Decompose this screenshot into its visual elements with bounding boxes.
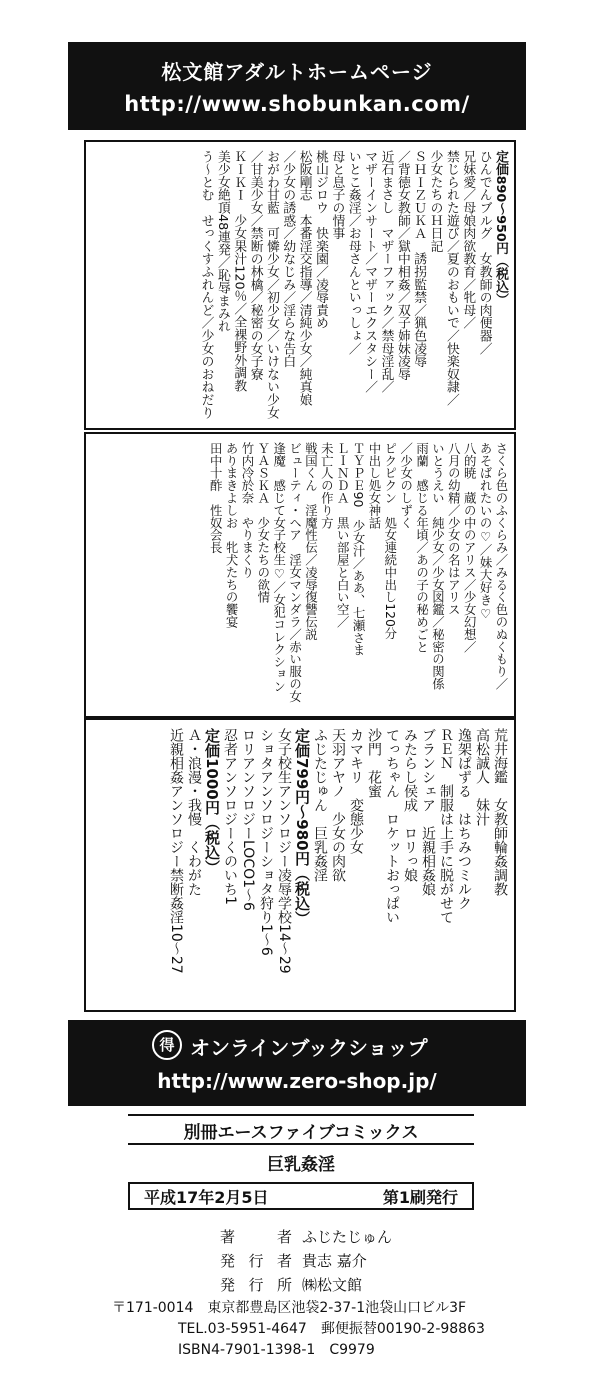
catalog-columns-3 [92, 728, 508, 1002]
catalog-entry: ＴＹＰＥ90 少女汁／ああ、七瀬さま [351, 442, 367, 657]
catalog-entry: 美少女絶頂48連発／恥辱まみれ [214, 150, 230, 333]
online-shop-url[interactable]: http://www.zero-shop.jp/ [157, 1069, 437, 1093]
isbn-code: ISBN4-7901-1398-1 C9979 [178, 1342, 375, 1358]
catalog-entry: 近親相姦アンソロジー禁断姦淫10〜27 [168, 728, 184, 974]
catalog-entry: みたらし侯成 ロリっ娘 [402, 728, 418, 882]
toku-logo-icon: 得 [152, 1030, 182, 1060]
catalog-entry: 母と息子の情事 [329, 150, 345, 240]
catalog-entry: 雨蘭 感じる年頃／あの子の秘めごと [414, 442, 430, 653]
catalog-entry: 桃山ジロウ 快楽園／凌辱責め [313, 150, 329, 330]
printing-edition: 第1刷発行 [382, 1187, 458, 1207]
catalog-box-3 [84, 718, 516, 1012]
catalog-entry: ＬＩＮＤＡ 黒い部屋と白い空／ [335, 442, 351, 628]
catalog-entry: あそばれたいの♡／妹大好き♡ [478, 442, 494, 621]
publisher-homepage-banner [68, 42, 526, 130]
catalog-entry: ビューティ・ヘア 淫女マンダラ／赤い服の女 [287, 442, 303, 703]
homepage-title: 松文館アダルトホームページ [161, 60, 433, 84]
catalog-entry: 女子校生アンソロジー凌辱学校14〜29 [276, 728, 292, 974]
catalog-entry: Ａ・浪漫・我慢 くわがた [186, 728, 202, 896]
online-shop-title: オンラインブックショップ [190, 1036, 428, 1060]
author-name: ふじたじゅん [302, 1228, 393, 1246]
divider-top [128, 1114, 474, 1116]
catalog-entry: ／少女の誘惑／幼なじみ／淫らな告白 [280, 150, 296, 368]
author-label: 著者 [220, 1228, 292, 1246]
catalog-entry: 定価1000円（税込） [203, 728, 221, 875]
catalog-box-2 [84, 432, 516, 718]
catalog-entry: 八月の幼精／少女の名はアリス [446, 442, 462, 616]
publisher-name: ㈱松文館 [302, 1276, 363, 1294]
publisher-label: 発行所 [220, 1276, 292, 1294]
catalog-entry: ＲＥＮ 制服は上手に脱がせて [438, 728, 454, 924]
catalog-entry: ショタアンソロジーショタ狩り1〜6 [258, 728, 274, 956]
catalog-entry: 天羽アヤノ 少女の肉欲 [330, 728, 346, 882]
catalog-entry: てっちゃん ロケットおっぱい [384, 728, 400, 924]
catalog-entry: ありまきよしお 牝犬たちの饗宴 [224, 442, 240, 628]
catalog-columns-1 [92, 150, 508, 420]
catalog-entry: おがわ甘藍 可憐少女／初少女／いけない少女 [263, 150, 279, 419]
publication-date-box [128, 1182, 474, 1210]
catalog-entry: ロリアンソロジーLOCO1〜6 [240, 728, 256, 911]
catalog-entry: 未亡人の作り方 [319, 442, 335, 529]
catalog-entry: いとこ姦淫／お母さんといっしょ／ [345, 150, 361, 355]
catalog-entry: ひんでんブルグ 女教師の肉便器／ [476, 150, 492, 355]
issuer-credit [220, 1250, 367, 1271]
catalog-entry: 少女たちのＨ日記 [427, 150, 443, 253]
catalog-entry: 松阪剛志 本番淫交指導／清純少女／純真娘 [296, 150, 312, 406]
catalog-entry: 沙門 花蜜 [366, 728, 382, 798]
catalog-entry: 竹内冷於奈 やりまくり [240, 442, 255, 579]
catalog-entry: う〜とむ せっくすふれんど／少女のおねだり [198, 150, 214, 419]
catalog-entry: ／背徳女教師／獄中相姦／双子姉妹凌辱 [394, 150, 410, 381]
catalog-entry: 八的暁 蔵の中のアリス／少女幻想／ [462, 442, 478, 653]
divider-mid [128, 1143, 474, 1145]
catalog-entry: ふじたじゅん 巨乳姦淫 [312, 728, 328, 882]
catalog-entry: 定価799円〜980円（税込） [293, 728, 311, 926]
catalog-entry: 定価890〜950円（税込） [493, 150, 508, 306]
catalog-entry: カマキリ 変態少女 [348, 728, 364, 854]
catalog-entry: 荒井海鑑 女教師輪姦調教 [492, 728, 508, 896]
issuer-label: 発行者 [220, 1252, 292, 1270]
catalog-entry: ／少女のしずく [398, 442, 414, 529]
catalog-entry: ＹＡＳＫＡ 少女たちの欲情 [255, 442, 271, 604]
book-title: 巨乳姦淫 [267, 1155, 335, 1175]
issuer-name: 貴志 嘉介 [302, 1252, 367, 1270]
catalog-entry: 田中十酢 性奴会長 [208, 442, 224, 554]
catalog-entry: ＳＨＩＺＵＫＡ 誘拐監禁／猟色凌辱 [411, 150, 427, 368]
catalog-box-1 [84, 140, 516, 430]
catalog-entry: 近石まさし マザーファック／禁母淫乱／ [378, 150, 394, 394]
catalog-columns-2 [92, 442, 508, 708]
homepage-url[interactable]: http://www.shobunkan.com/ [124, 92, 470, 116]
catalog-entry: 逢魔 感じて女子校生♡／女犯コレクション [271, 442, 287, 693]
catalog-entry: 戦国くん 淫魔性伝／凌辱復讐伝説 [303, 442, 319, 641]
catalog-entry: いとうえい 純少女／少女図鑑／秘密の関係 [430, 442, 446, 690]
catalog-entry: ブランシェア 近親相姦娘 [420, 728, 436, 896]
publisher-phone: TEL.03-5951-4647 郵便振替00190-2-98863 [178, 1321, 485, 1337]
catalog-entry: 逸架ぱずる はちみつミルク [456, 728, 472, 910]
publisher-credit [220, 1274, 362, 1295]
catalog-entry: ピクピクン 処女連続中出し120分 [382, 442, 398, 640]
author-credit [220, 1226, 392, 1247]
online-bookshop-banner [68, 1020, 526, 1106]
catalog-entry: さくら色のふくらみ／みるく色のぬくもり／ [494, 442, 509, 690]
catalog-entry: ＫＩＫＩ 少女果汁120％／全裸野外調教 [231, 150, 247, 393]
catalog-entry: ／甘美少女／禁断の林檎／秘密の女子寮 [247, 150, 263, 381]
catalog-entry: 忍者アンソロジーくのいち1 [222, 728, 238, 905]
catalog-entry: 禁じられた遊び／夏のおもいで／快楽奴隷／ [443, 150, 459, 406]
catalog-entry: 高松誠人 妹汁 [474, 728, 490, 826]
catalog-entry: マザーインサート／マザーエクスタシー／ [362, 150, 378, 394]
series-name: 別冊エースファイブコミックス [183, 1123, 419, 1143]
publication-date: 平成17年2月5日 [144, 1187, 269, 1207]
catalog-entry: 兄妹愛／母娘肉欲教育／牝母／ [460, 150, 476, 330]
publisher-address: 〒171-0014 東京都豊島区池袋2-37-1池袋山口ビル3F [112, 1300, 467, 1316]
catalog-entry: 中出し処女神話 [367, 442, 382, 529]
